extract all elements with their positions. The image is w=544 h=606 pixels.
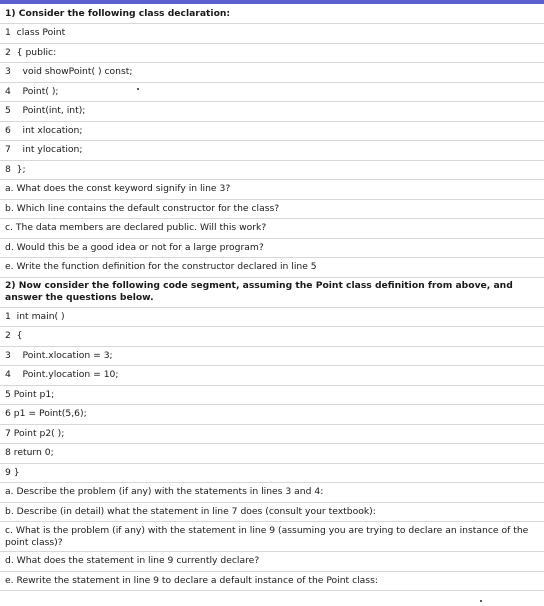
code-line: 2 { public: (0, 44, 544, 64)
code-line: 7 Point p2( ); (0, 425, 544, 445)
question-item: b. Which line contains the default constructor for the class? (0, 200, 544, 220)
question-item: a. What does the const keyword signify in line 3? (0, 180, 544, 200)
code-line: 1 class Point (0, 24, 544, 44)
question-item: c. The data members are declared public. Will this work? (0, 219, 544, 239)
code-line: 3 Point.xlocation = 3; (0, 347, 544, 367)
question-item (0, 522, 544, 552)
code-line: 8 }; (0, 161, 544, 181)
stray-dot-mark (480, 600, 482, 602)
code-line: 4 Point( ); (0, 83, 544, 103)
question-item: b. Describe (in detail) what the statement in line 7 does (consult your textbook): (0, 503, 544, 523)
code-line: 5 Point p1; (0, 386, 544, 406)
question-item: a. Describe the problem (if any) with the statements in lines 3 and 4: (0, 483, 544, 503)
question-item: d. Would this be a good idea or not for a large program? (0, 239, 544, 259)
section1-heading: 1) Consider the following class declaration: (0, 4, 544, 24)
document (0, 4, 544, 591)
code-line: 7 int ylocation; (0, 141, 544, 161)
code-line: 2 { (0, 327, 544, 347)
question-item: d. What does the statement in line 9 currently declare? (0, 552, 544, 572)
section2-heading (0, 278, 544, 308)
code-line: 1 int main( ) (0, 308, 544, 328)
code-line: 6 p1 = Point(5,6); (0, 405, 544, 425)
question-item: e. Write the function definition for the constructor declared in line 5 (0, 258, 544, 278)
code-line: 8 return 0; (0, 444, 544, 464)
code-line: 4 Point.ylocation = 10; (0, 366, 544, 386)
code-line: 5 Point(int, int); (0, 102, 544, 122)
section2-heading-text: 2) Now consider the following code segment, assuming the Point class definition from above, and answer the questions below. (5, 280, 513, 303)
question-item: e. Rewrite the statement in line 9 to declare a default instance of the Point class: (0, 572, 544, 592)
question-text: c. What is the problem (if any) with the statement in line 9 (assuming you are trying to declare an instance of the point class)? (5, 524, 529, 548)
stray-dot-mark (137, 88, 139, 90)
code-line: 6 int xlocation; (0, 122, 544, 142)
code-line: 3 void showPoint( ) const; (0, 63, 544, 83)
code-line: 9 } (0, 464, 544, 484)
